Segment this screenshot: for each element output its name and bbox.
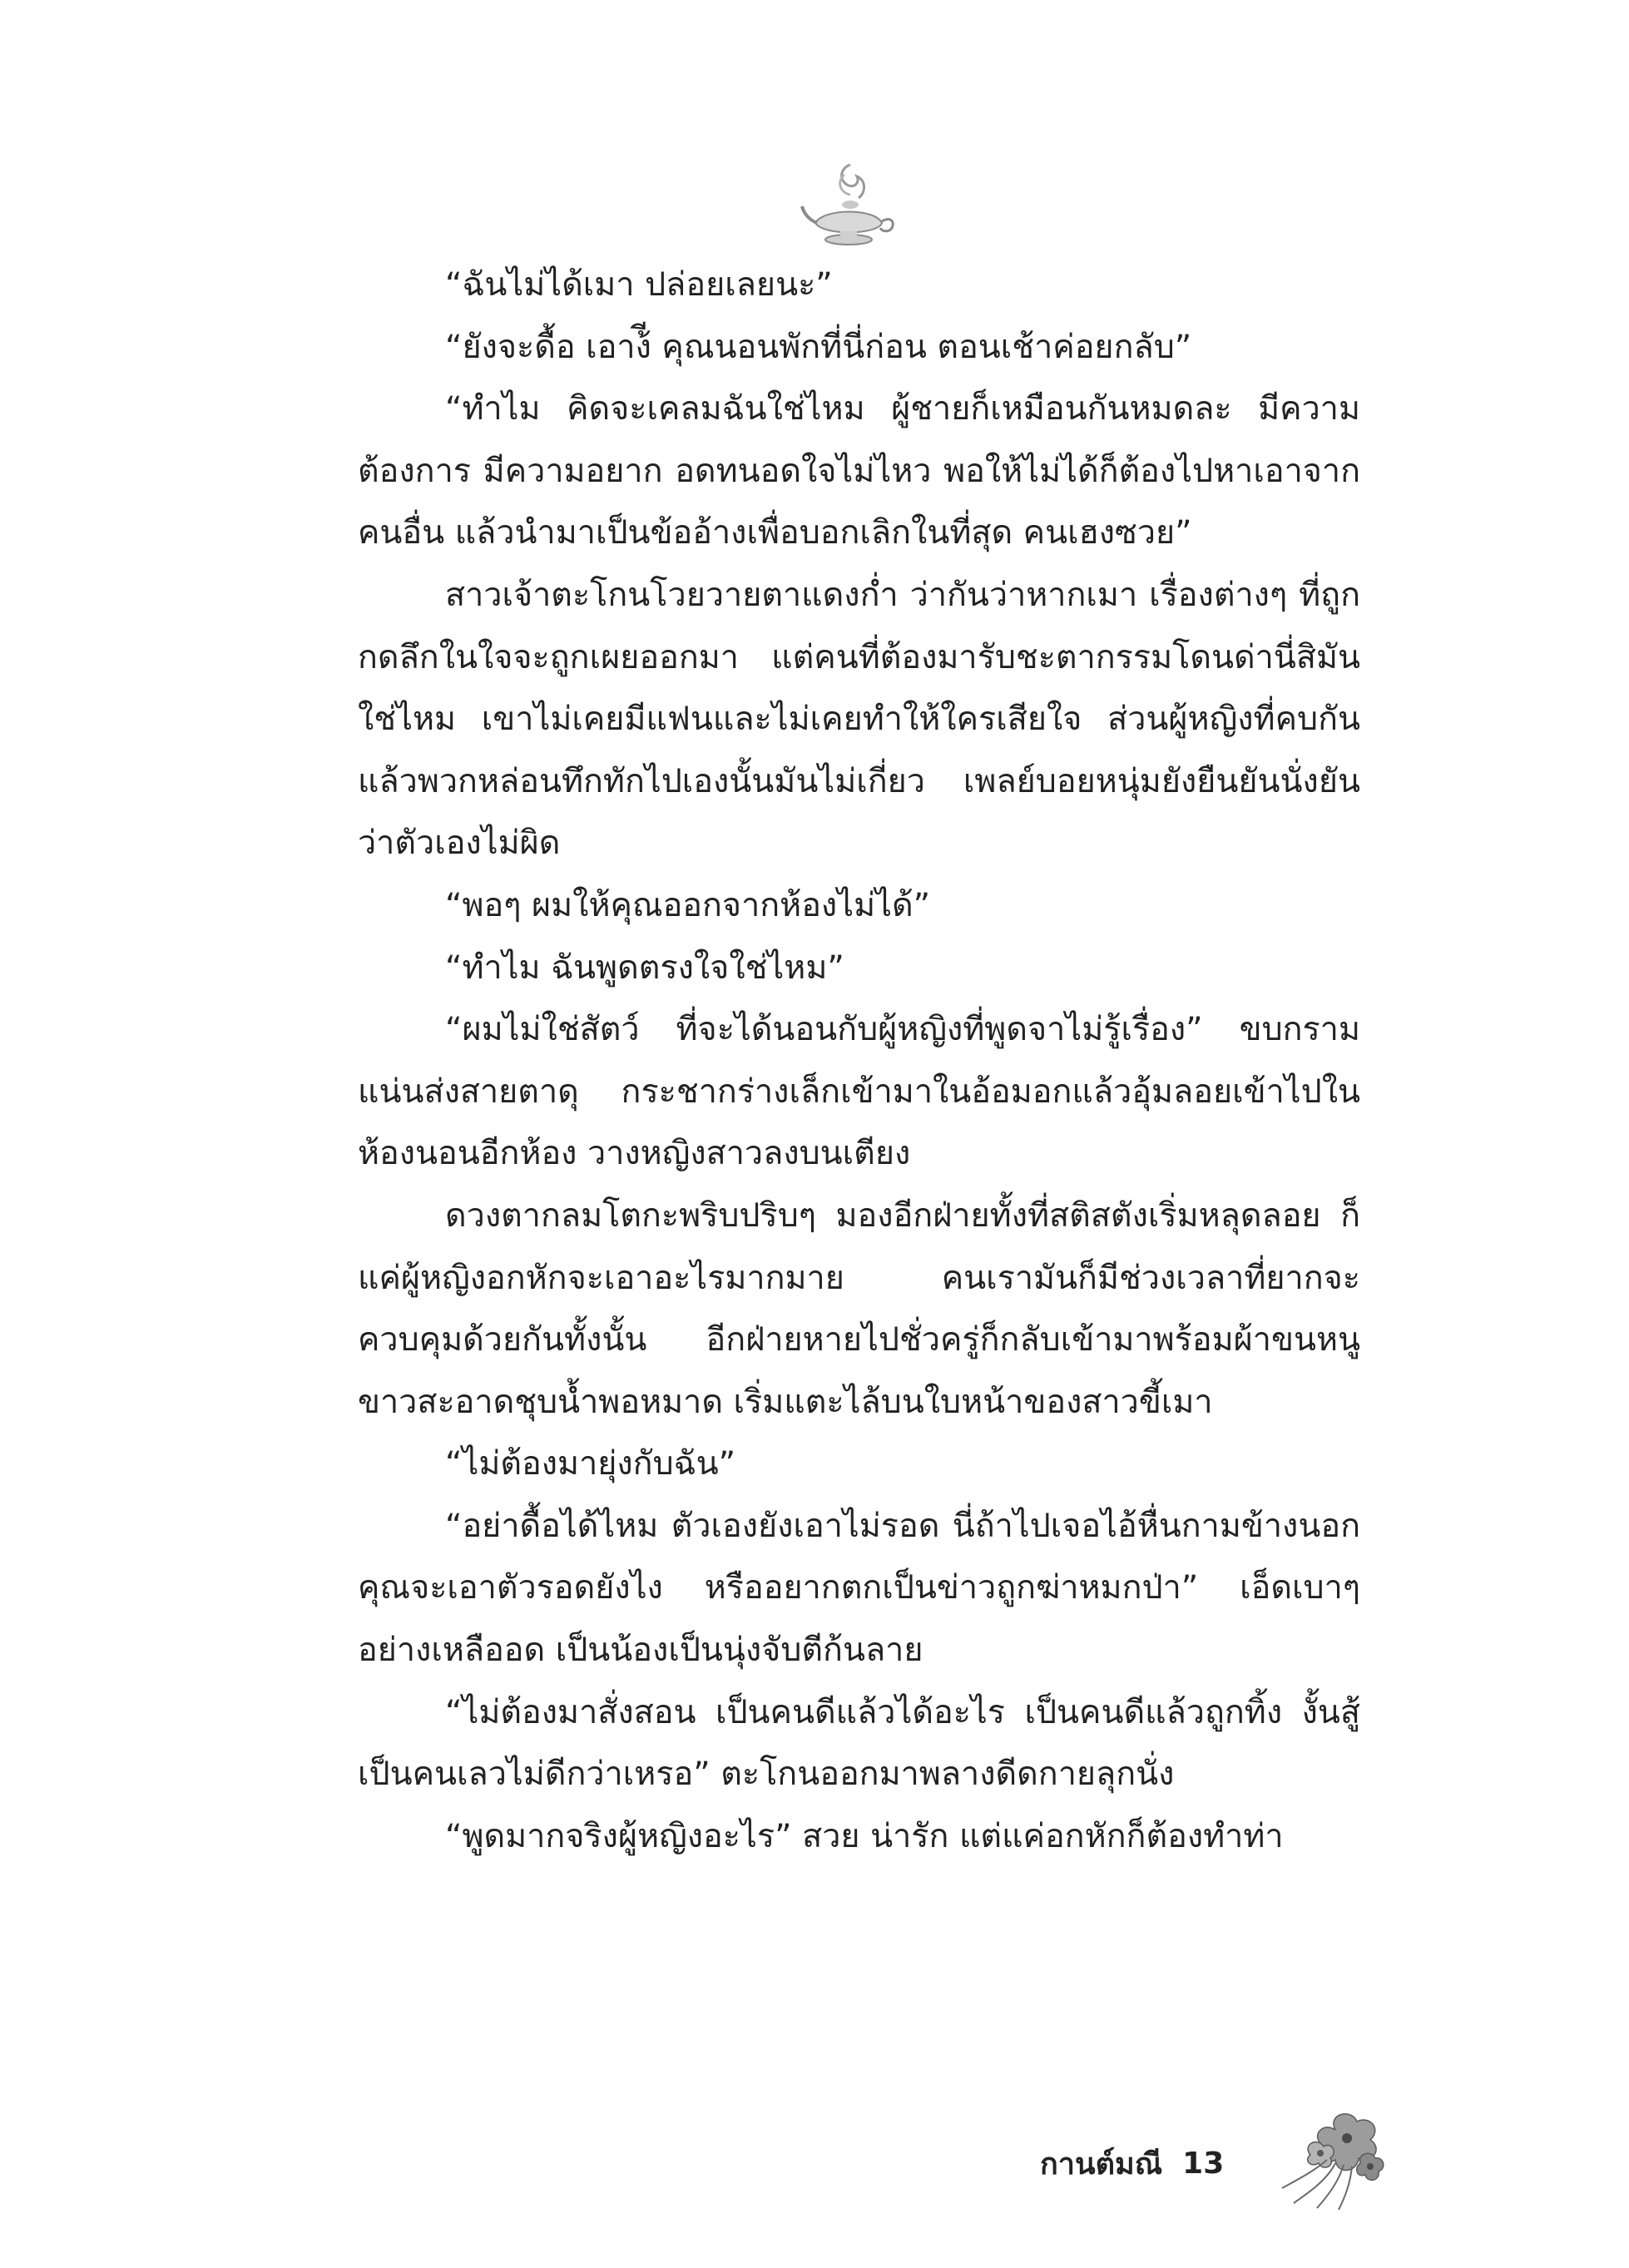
paragraph: ดวงตากลมโตกะพริบปริบๆ มองอีกฝ่ายทั้งที่สติสตังเริ่มหลุดลอย ก็แค่ผู้หญิงอกหักจะเอาอะไรมากมาย คนเรามันก็มีช่วงเวลาที่ยากจะควบคุมด้วยกันทั้งนั้น อีกฝ่ายหายไปชั่วครู่ก็กลับเข้ามาพร้อมผ้าขนหนูขาวสะอาดชุบน้ำพอหมาด เริ่มแตะไล้บนใบหน้าของสาวขี้เมา bbox=[358, 1196, 1360, 1421]
book-title: กานต์มณี bbox=[1040, 2147, 1163, 2181]
paragraph: “อย่าดื้อได้ไหม ตัวเองยังเอาไม่รอด นี่ถ้าไปเจอไอ้หื่นกามข้างนอก คุณจะเอาตัวรอดยังไง หรืออยากตกเป็นข่าวถูกฆ่าหมกป่า” เอ็ดเบาๆ อย่างเหลืออด เป็นน้องเป็นนุ่งจับตีก้นลาย bbox=[358, 1506, 1360, 1670]
paragraph: “ไม่ต้องมาสั่งสอน เป็นคนดีแล้วได้อะไร เป็นคนดีแล้วถูกทิ้ง งั้นสู้เป็นคนเลวไม่ดีกว่าเหรอ” ตะโกนออกมาพลางดีดกายลุกนั่ง bbox=[358, 1692, 1360, 1794]
page-footer bbox=[1040, 2138, 1224, 2188]
paragraph: สาวเจ้าตะโกนโวยวายตาแดงก่ำ ว่ากันว่าหากเมา เรื่องต่างๆ ที่ถูกกดลึกในใจจะถูกเผยออกมา แต่คนที่ต้องมารับชะตากรรมโดนด่านี่สิมันใช่ไหม เขาไม่เคยมีแฟนและไม่เคยทำให้ใครเสียใจ ส่วนผู้หญิงที่คบกันแล้วพวกหล่อนทึกทักไปเองนั้นมันไม่เกี่ยว เพลย์บอยหนุ่มยังยืนยันนั่งยันว่าตัวเองไม่ผิด bbox=[358, 575, 1360, 863]
paragraph: “พูดมากจริงผู้หญิงอะไร” สวย น่ารัก แต่แค่อกหักก็ต้องทำท่า bbox=[445, 1816, 1284, 1855]
paragraph: “ไม่ต้องมายุ่งกับฉัน” bbox=[445, 1444, 736, 1483]
flower-bouquet-icon bbox=[1277, 2105, 1402, 2213]
page-number: 13 bbox=[1182, 2146, 1225, 2181]
body-text bbox=[358, 254, 1360, 1867]
paragraph: “ผมไม่ใช่สัตว์ ที่จะได้นอนกับผู้หญิงที่พูดจาไม่รู้เรื่อง” ขบกรามแน่นส่งสายตาดุ กระชากร่างเล็กเข้ามาในอ้อมอกแล้วอุ้มลอยเข้าไปในห้องนอนอีกห้อง วางหญิงสาวลงบนเตียง bbox=[358, 1010, 1360, 1173]
paragraph: “ฉันไม่ได้เมา ปล่อยเลยนะ” bbox=[445, 265, 833, 304]
paragraph: “ทำไม คิดจะเคลมฉันใช่ไหม ผู้ชายก็เหมือนกันหมดละ มีความต้องการ มีความอยาก อดทนอดใจไม่ไหว พอให้ไม่ได้ก็ต้องไปหาเอาจากคนอื่น แล้วนำมาเป็นข้ออ้างเพื่อบอกเลิกในที่สุด คนเฮงซวย” bbox=[358, 389, 1360, 552]
paragraph: “ทำไม ฉันพูดตรงใจใช่ไหม” bbox=[445, 948, 844, 987]
paragraph: “ยังจะดื้อ เอาง้ี คุณนอนพักที่นี่ก่อน ตอนเช้าค่อยกลับ” bbox=[445, 327, 1192, 366]
genie-lamp-icon bbox=[799, 158, 899, 258]
paragraph: “พอๆ ผมให้คุณออกจากห้องไม่ได้” bbox=[445, 885, 931, 924]
